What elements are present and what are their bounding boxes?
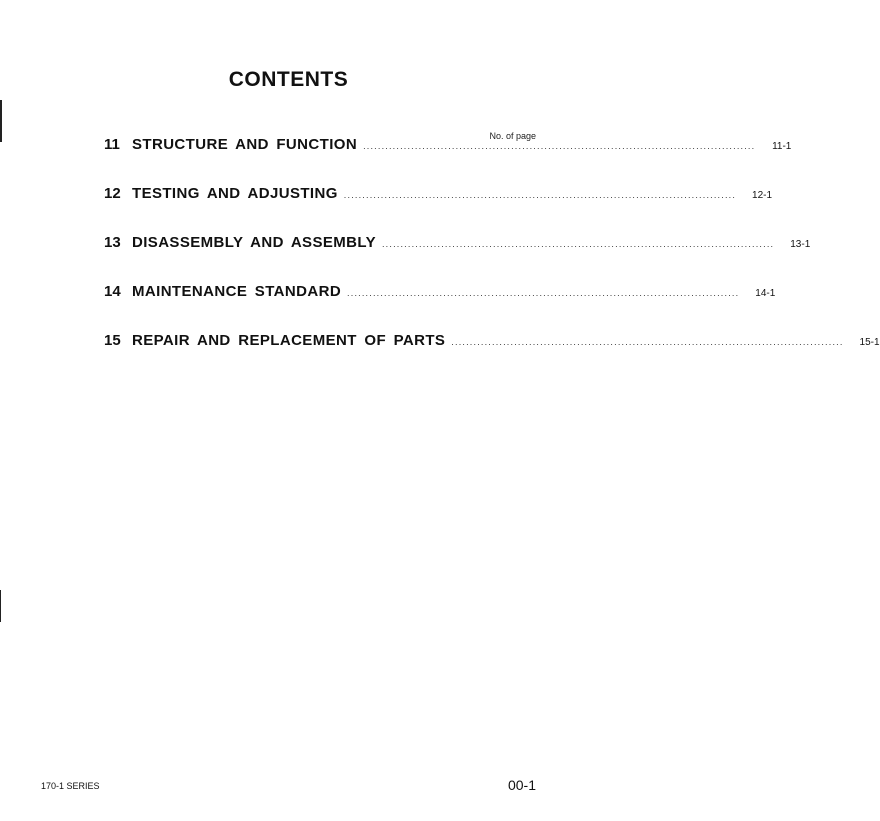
toc-entry <box>104 185 773 234</box>
toc-leader-dots: .......................................................................................................... <box>347 288 740 298</box>
toc-leader-dots: .......................................................................................................... <box>363 141 756 151</box>
toc-entry-number: 14 <box>104 283 121 300</box>
toc-leader-dots: .......................................................................................................... <box>343 190 737 200</box>
page-title: CONTENTS <box>228 68 349 91</box>
toc-entry-page: 11-1 <box>772 141 792 152</box>
page-column-header: No. of page <box>489 131 536 141</box>
footer-page-number: 00-1 <box>507 777 536 793</box>
toc-entry-number: 15 <box>104 332 121 349</box>
toc-entry-label: TESTING AND ADJUSTING <box>132 185 338 202</box>
toc-leader-dots: .......................................................................................................... <box>451 337 844 347</box>
toc-entry-number: 13 <box>104 234 121 251</box>
binding-mark <box>0 100 2 142</box>
toc-entry <box>104 136 792 185</box>
toc-entry-page: 12-1 <box>752 190 773 201</box>
toc-entry-label: STRUCTURE AND FUNCTION <box>132 136 358 153</box>
toc-entry-number: 12 <box>104 185 121 202</box>
binding-mark <box>0 590 1 622</box>
toc-entry-page: 13-1 <box>790 239 811 250</box>
table-of-contents <box>104 136 880 381</box>
toc-entry <box>104 234 811 283</box>
toc-entry <box>104 283 776 332</box>
toc-entry-page: 14-1 <box>755 288 776 299</box>
toc-entry-label: DISASSEMBLY AND ASSEMBLY <box>132 234 376 251</box>
toc-entry-number: 11 <box>104 136 120 153</box>
toc-entry-page: 15-1 <box>859 337 880 348</box>
toc-leader-dots: .......................................................................................................... <box>381 239 775 249</box>
toc-entry <box>104 332 880 381</box>
toc-entry-label: REPAIR AND REPLACEMENT OF PARTS <box>132 332 446 349</box>
toc-entry-label: MAINTENANCE STANDARD <box>132 283 342 300</box>
footer-series: 170-1 SERIES <box>41 781 100 791</box>
